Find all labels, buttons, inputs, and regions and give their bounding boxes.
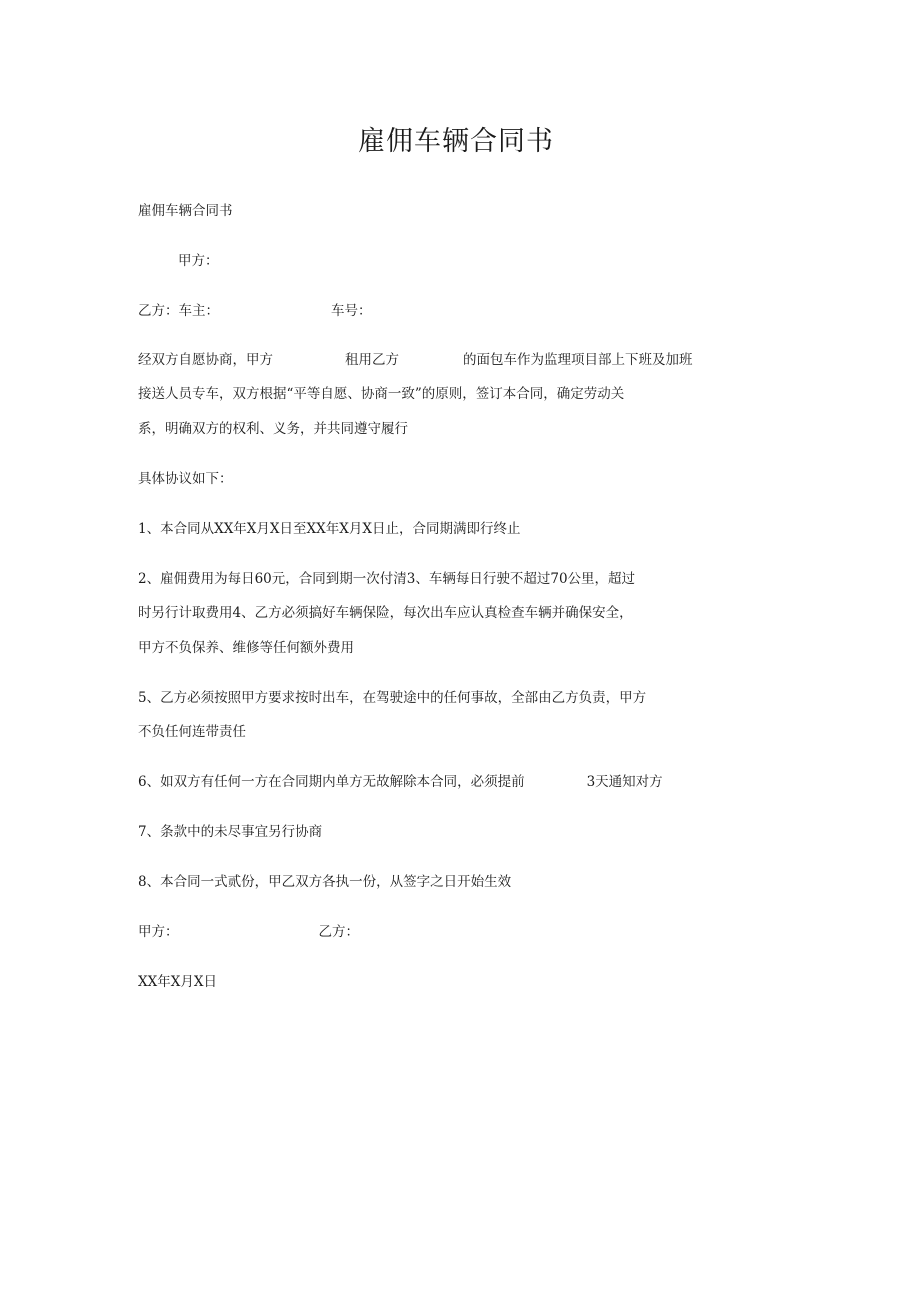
agreement-heading: 具体协议如下： bbox=[138, 471, 233, 487]
intro-part-3: 的面包车作为监理项目部上下班及加班 bbox=[463, 352, 693, 368]
clause-5-line-1: 5、乙方必须按照甲方要求按时出车，在驾驶途中的任何事故，全部由乙方负责，甲方 bbox=[138, 690, 647, 706]
clause-6-part-1: 6、如双方有任何一方在合同期内单方无故解除本合同，必须提前 bbox=[138, 774, 525, 790]
clause-2-line-3: 甲方不负保养、维修等任何额外费用 bbox=[138, 640, 354, 656]
intro-part-2: 租用乙方 bbox=[345, 352, 399, 368]
clause-8: 8、本合同一式贰份，甲乙双方各执一份，从签字之日开始生效 bbox=[138, 874, 512, 890]
clause-5-line-2: 不负任何连带责任 bbox=[138, 724, 246, 740]
signature-party-b: 乙方： bbox=[318, 924, 359, 940]
party-b-owner-label: 乙方：车主： bbox=[138, 303, 219, 319]
signature-party-a: 甲方： bbox=[138, 924, 179, 940]
clause-7: 7、条款中的未尽事宜另行协商 bbox=[138, 824, 323, 840]
party-a-label: 甲方： bbox=[178, 253, 219, 269]
intro-part-1: 经双方自愿协商，甲方 bbox=[138, 352, 273, 368]
party-b-line bbox=[138, 302, 372, 320]
plate-number-label: 车号： bbox=[331, 303, 372, 319]
clause-2-line-1: 2、雇佣费用为每日60元，合同到期一次付清3、车辆每日行驶不超过70公里，超过 bbox=[138, 571, 636, 587]
subtitle: 雇佣车辆合同书 bbox=[138, 203, 233, 219]
document-title: 雇佣车辆合同书 bbox=[358, 126, 554, 157]
clause-6 bbox=[138, 773, 663, 791]
signature-line bbox=[138, 923, 359, 941]
intro-line-2: 接送人员专车，双方根据“平等自愿、协商一致”的原则，签订本合同，确定劳动关 bbox=[138, 386, 625, 402]
intro-line-3: 系，明确双方的权利、义务，并共同遵守履行 bbox=[138, 421, 408, 437]
clause-6-part-2: 3天通知对方 bbox=[586, 774, 663, 790]
intro-line-1 bbox=[138, 351, 693, 369]
clause-1: 1、本合同从XX年X月X日至XX年X月X日止，合同期满即行终止 bbox=[138, 521, 521, 537]
signing-date: XX年X月X日 bbox=[138, 974, 217, 990]
clause-2-line-2: 时另行计取费用4、乙方必须搞好车辆保险，每次出车应认真检查车辆并确保安全， bbox=[138, 605, 633, 621]
